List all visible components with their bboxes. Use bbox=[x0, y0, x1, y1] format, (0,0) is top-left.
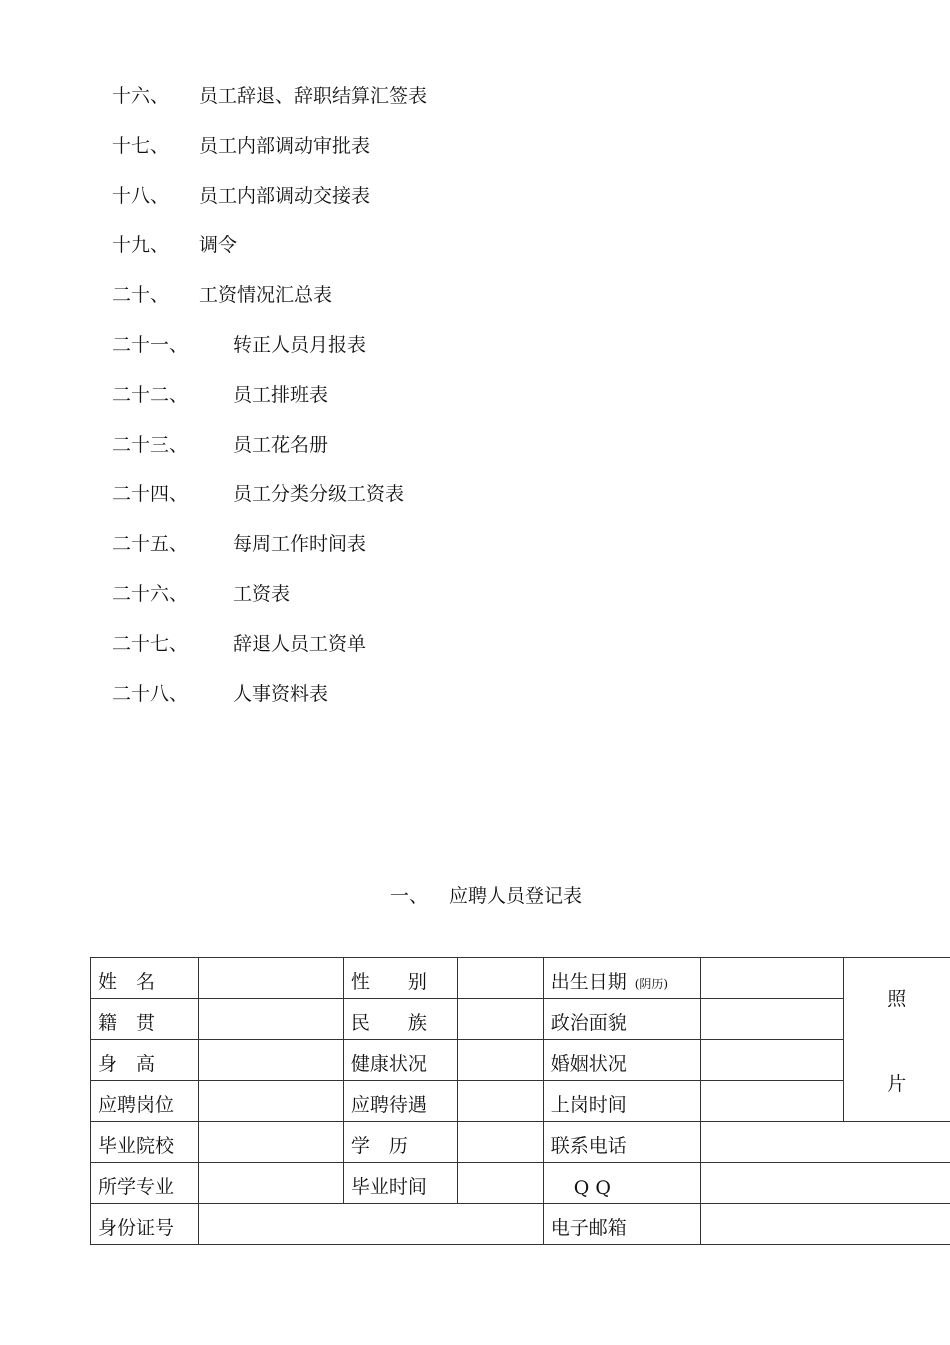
section-title bbox=[0, 881, 950, 911]
education-label: 学 历 bbox=[343, 1122, 457, 1163]
toc-number: 十九、 bbox=[112, 234, 170, 256]
toc-title: 员工花名册 bbox=[233, 434, 329, 456]
toc-title: 调令 bbox=[199, 234, 238, 256]
toc-item bbox=[112, 430, 329, 460]
grad-time-field[interactable] bbox=[457, 1163, 543, 1204]
toc-item bbox=[112, 679, 329, 709]
toc-item bbox=[112, 479, 405, 509]
toc-title: 工资表 bbox=[233, 583, 291, 605]
school-field[interactable] bbox=[198, 1122, 343, 1163]
toc-number: 二十二、 bbox=[112, 384, 189, 406]
major-label: 所学专业 bbox=[91, 1163, 199, 1204]
gender-label: 性 别 bbox=[343, 958, 457, 999]
table-row bbox=[91, 1204, 950, 1245]
toc-title: 转正人员月报表 bbox=[233, 334, 367, 356]
school-label: 毕业院校 bbox=[91, 1122, 199, 1163]
height-field[interactable] bbox=[198, 1040, 343, 1081]
toc-title: 辞退人员工资单 bbox=[233, 633, 367, 655]
toc-item bbox=[112, 181, 371, 211]
health-label: 健康状况 bbox=[343, 1040, 457, 1081]
phone-field[interactable] bbox=[700, 1122, 950, 1163]
phone-label: 联系电话 bbox=[543, 1122, 700, 1163]
toc-item bbox=[112, 529, 367, 559]
start-time-field[interactable] bbox=[700, 1081, 843, 1122]
photo-label-top: 照 bbox=[887, 987, 907, 1010]
toc-number: 十八、 bbox=[112, 185, 170, 207]
ethnicity-field[interactable] bbox=[457, 999, 543, 1040]
start-time-label: 上岗时间 bbox=[543, 1081, 700, 1122]
height-label: 身 高 bbox=[91, 1040, 199, 1081]
table-row bbox=[91, 999, 950, 1040]
toc-item bbox=[112, 330, 367, 360]
email-label: 电子邮箱 bbox=[543, 1204, 700, 1245]
toc-item bbox=[112, 629, 367, 659]
toc-title: 人事资料表 bbox=[233, 683, 329, 705]
birth-date-field[interactable] bbox=[700, 958, 843, 999]
toc-number: 二十一、 bbox=[112, 334, 189, 356]
photo-cell[interactable] bbox=[843, 958, 950, 1122]
email-field[interactable] bbox=[700, 1204, 950, 1245]
birth-date-label-cell bbox=[543, 958, 700, 999]
education-field[interactable] bbox=[457, 1122, 543, 1163]
toc-title: 每周工作时间表 bbox=[233, 533, 367, 555]
ethnicity-label: 民 族 bbox=[343, 999, 457, 1040]
name-label: 姓 名 bbox=[91, 958, 199, 999]
toc-item bbox=[112, 81, 428, 111]
toc-number: 二十五、 bbox=[112, 533, 189, 555]
toc-title: 工资情况汇总表 bbox=[199, 284, 333, 306]
salary-expect-field[interactable] bbox=[457, 1081, 543, 1122]
birth-date-note: (阴历) bbox=[634, 977, 669, 991]
major-field[interactable] bbox=[198, 1163, 343, 1204]
toc-number: 二十六、 bbox=[112, 583, 189, 605]
id-number-field[interactable] bbox=[198, 1204, 543, 1245]
toc-item bbox=[112, 131, 371, 161]
native-place-label: 籍 贯 bbox=[91, 999, 199, 1040]
id-number-label: 身份证号 bbox=[91, 1204, 199, 1245]
native-place-field[interactable] bbox=[198, 999, 343, 1040]
toc-item bbox=[112, 380, 329, 410]
gender-field[interactable] bbox=[457, 958, 543, 999]
birth-date-label: 出生日期 bbox=[550, 971, 627, 993]
toc-number: 十七、 bbox=[112, 135, 170, 157]
toc-number: 二十、 bbox=[112, 284, 170, 306]
position-label: 应聘岗位 bbox=[91, 1081, 199, 1122]
position-field[interactable] bbox=[198, 1081, 343, 1122]
toc-number: 二十八、 bbox=[112, 683, 189, 705]
toc-title: 员工分类分级工资表 bbox=[233, 483, 405, 505]
political-status-label: 政治面貌 bbox=[543, 999, 700, 1040]
toc-title: 员工内部调动交接表 bbox=[199, 185, 371, 207]
table-row bbox=[91, 1163, 950, 1204]
name-field[interactable] bbox=[198, 958, 343, 999]
table-row bbox=[91, 958, 950, 999]
toc-item bbox=[112, 579, 291, 609]
grad-time-label: 毕业时间 bbox=[343, 1163, 457, 1204]
toc-title: 员工排班表 bbox=[233, 384, 329, 406]
salary-expect-label: 应聘待遇 bbox=[343, 1081, 457, 1122]
toc-number: 十六、 bbox=[112, 85, 170, 107]
table-row bbox=[91, 1122, 950, 1163]
toc-title: 员工内部调动审批表 bbox=[199, 135, 371, 157]
section-number: 一、 bbox=[390, 885, 429, 907]
photo-label-bottom: 片 bbox=[887, 1072, 907, 1095]
health-field[interactable] bbox=[457, 1040, 543, 1081]
marital-label: 婚姻状况 bbox=[543, 1040, 700, 1081]
toc-item bbox=[112, 280, 333, 310]
political-status-field[interactable] bbox=[700, 999, 843, 1040]
table-row bbox=[91, 1040, 950, 1081]
marital-field[interactable] bbox=[700, 1040, 843, 1081]
table-row bbox=[91, 1081, 950, 1122]
toc-number: 二十三、 bbox=[112, 434, 189, 456]
qq-label: Q Q bbox=[543, 1163, 700, 1204]
toc-item bbox=[112, 230, 238, 260]
applicant-registration-form bbox=[90, 957, 950, 1245]
qq-field[interactable] bbox=[700, 1163, 950, 1204]
toc-number: 二十四、 bbox=[112, 483, 189, 505]
toc-title: 员工辞退、辞职结算汇签表 bbox=[199, 85, 428, 107]
toc-number: 二十七、 bbox=[112, 633, 189, 655]
section-title-text: 应聘人员登记表 bbox=[449, 885, 583, 907]
